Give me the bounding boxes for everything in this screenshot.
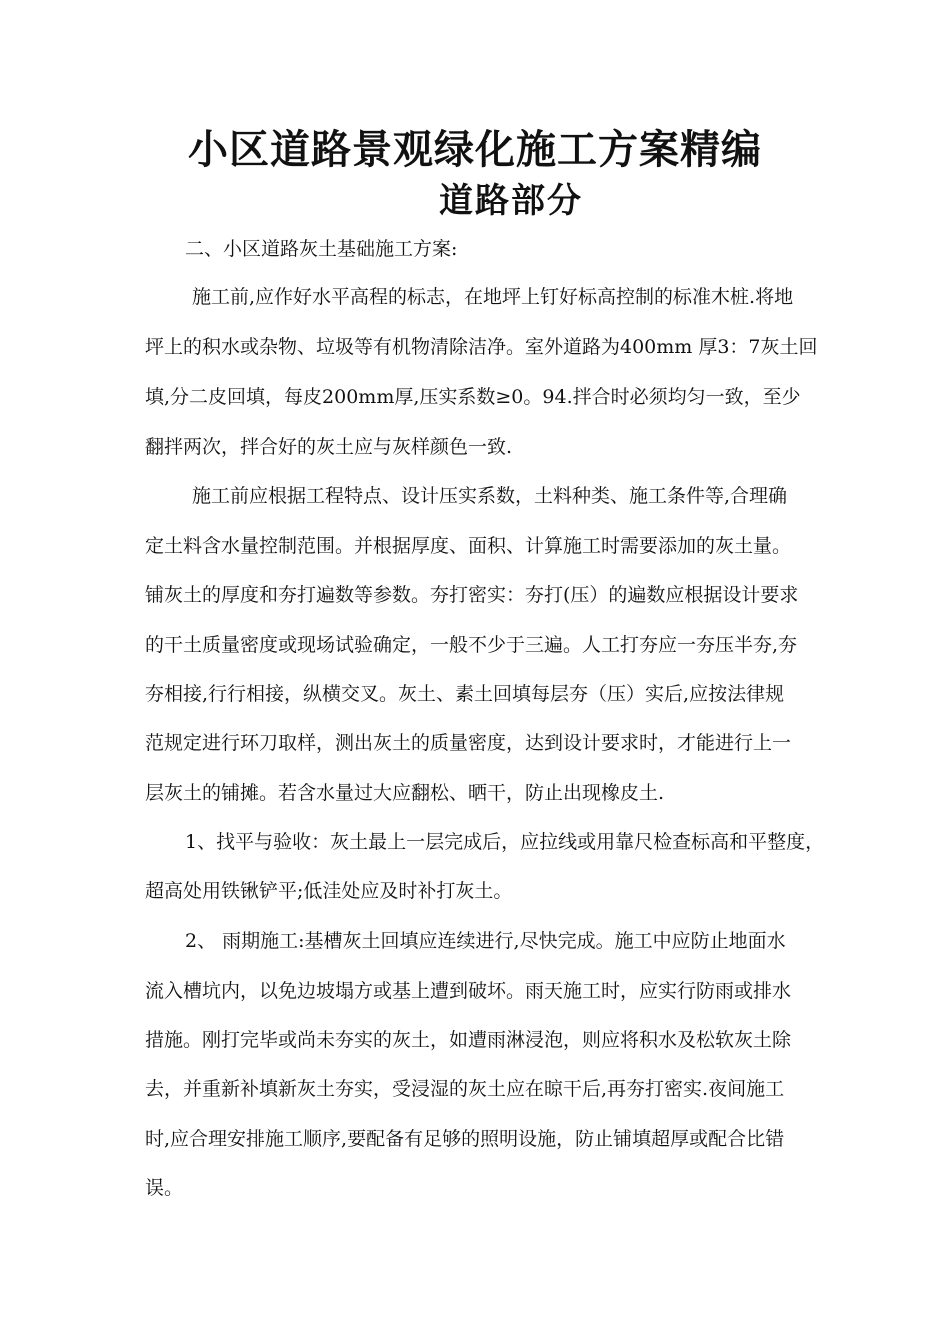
list-item-line: 误。 <box>145 1177 184 1199</box>
document-subtitle: 道路部分 <box>439 181 583 221</box>
paragraph-line: 翻拌两次，拌合好的灰土应与灰样颜色一致. <box>145 436 513 458</box>
paragraph-line: 范规定进行环刀取样，测出灰土的质量密度，达到设计要求时，才能进行上一 <box>145 732 792 754</box>
list-item-line: 1、找平与验收：灰土最上一层完成后，应拉线或用靠尺检查标高和平整度， <box>185 831 825 853</box>
list-item-line: 流入槽坑内，以免边坡塌方或基上遭到破坏。雨天施工时，应实行防雨或排水 <box>145 980 792 1002</box>
paragraph-line: 填,分二皮回填，每皮200mm厚,压实系数≥0。94.拌合时必须均匀一致，至少 <box>145 386 801 408</box>
paragraph-line: 的干土质量密度或现场试验确定，一般不少于三遍。人工打夯应一夯压半夯,夯 <box>145 634 798 656</box>
list-item-line: 时,应合理安排施工顺序,要配备有足够的照明设施，防止铺填超厚或配合比错 <box>145 1128 785 1150</box>
list-item-line: 超高处用铁锹铲平;低洼处应及时补打灰土。 <box>145 880 513 902</box>
paragraph-line: 施工前应根据工程特点、设计压实系数，土料种类、施工条件等,合理确 <box>192 485 788 507</box>
paragraph-line: 坪上的积水或杂物、垃圾等有机物清除洁净。室外道路为400mm 厚3：7灰土回 <box>145 336 818 358</box>
paragraph-line: 定土料含水量控制范围。并根据厚度、面积、计算施工时需要添加的灰土量。 <box>145 535 792 557</box>
paragraph-line: 施工前,应作好水平高程的标志，在地坪上钉好标高控制的标准木桩.将地 <box>192 286 794 308</box>
section-heading: 二、小区道路灰土基础施工方案: <box>185 238 458 260</box>
paragraph-line: 铺灰土的厚度和夯打遍数等参数。夯打密实：夯打(压）的遍数应根据设计要求 <box>145 584 799 606</box>
list-item-line: 去，并重新补填新灰土夯实，受浸湿的灰土应在晾干后,再夯打密实.夜间施工 <box>145 1078 785 1100</box>
paragraph-line: 夯相接,行行相接，纵横交叉。灰土、素土回填每层夯（压）实后,应按法律规 <box>145 683 785 705</box>
document-title: 小区道路景观绿化施工方案精编 <box>188 126 762 173</box>
paragraph-line: 层灰土的铺摊。若含水量过大应翻松、晒干，防止出现橡皮土. <box>145 782 665 804</box>
list-item-line: 措施。刚打完毕或尚未夯实的灰土，如遭雨淋浸泡，则应将积水及松软灰土除 <box>145 1029 792 1051</box>
list-item-line: 2、 雨期施工:基槽灰土回填应连续进行,尽快完成。施工中应防止地面水 <box>185 930 786 952</box>
